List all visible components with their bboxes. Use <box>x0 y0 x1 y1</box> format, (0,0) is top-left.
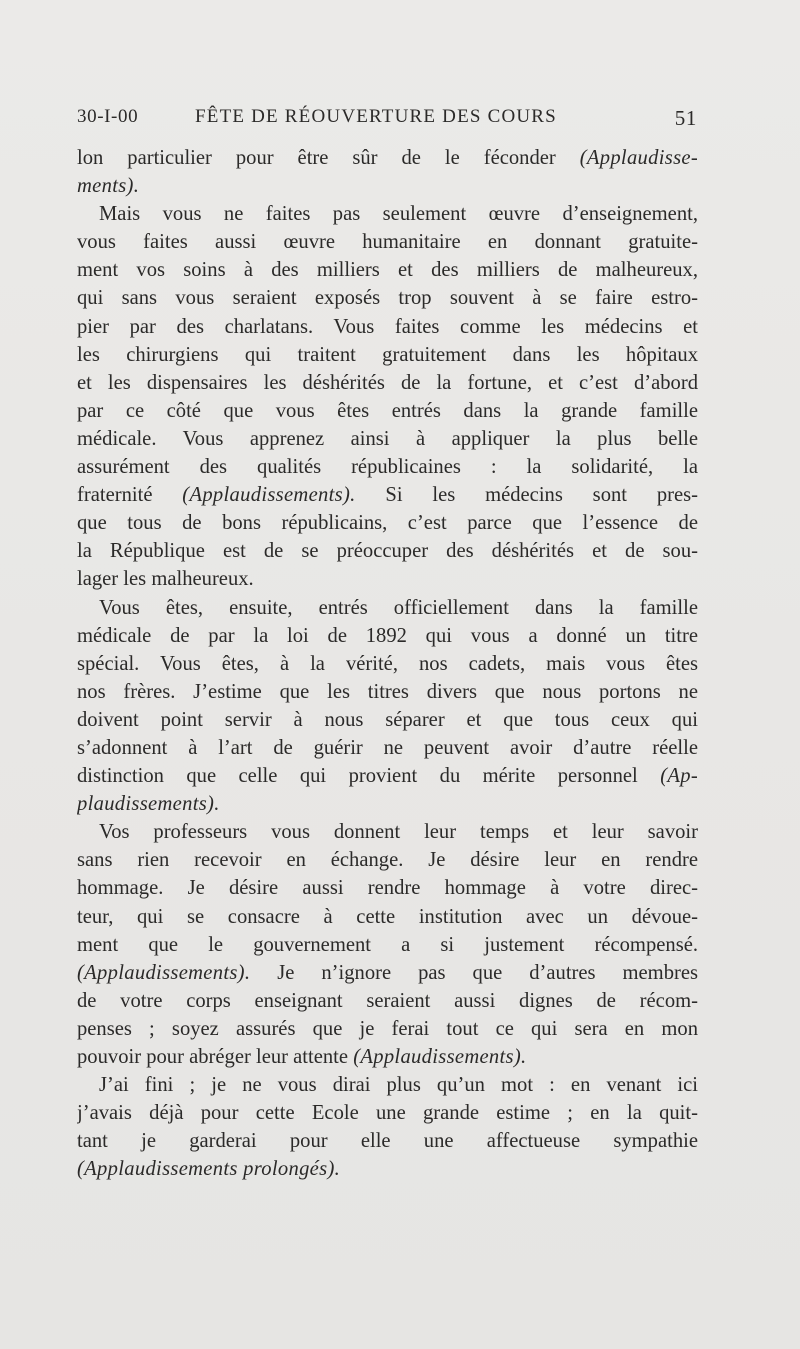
text-segment: pouvoir pour abréger leur attente <box>77 1046 354 1068</box>
text-line <box>77 1071 698 1099</box>
text-segment: qui sans vous seraient exposés trop souvent à se faire estro- <box>77 287 698 310</box>
text-segment: Vous êtes, ensuite, entrés officiellement dans la famille <box>99 596 698 619</box>
text-segment: les chirurgiens qui traitent gratuitement dans les hôpitaux <box>77 343 698 366</box>
text-line <box>77 256 698 284</box>
text-segment: lon particulier pour être sûr de le féconder <box>77 147 580 169</box>
text-line <box>77 1099 698 1127</box>
text-segment: teur, qui se consacre à cette institution avec un dévoue- <box>77 905 698 928</box>
text-line <box>77 425 698 453</box>
applause-note: plaudissements). <box>77 793 220 816</box>
text-line <box>77 846 698 874</box>
page-number: 51 <box>674 106 697 130</box>
running-head <box>77 106 697 136</box>
text-line <box>77 537 698 565</box>
text-segment: la République est de se préoccuper des déshérités et de sou- <box>77 540 698 563</box>
text-line <box>77 594 698 622</box>
text-segment: fraternité <box>77 484 183 507</box>
text-line <box>77 200 698 228</box>
applause-note: ments). <box>77 175 140 198</box>
text-line <box>77 1015 698 1043</box>
text-segment: J’ai fini ; je ne vous dirai plus qu’un mot : en venant ici <box>99 1074 698 1097</box>
text-segment: médicale de par la loi de 1892 qui vous a donné un titre <box>77 624 698 647</box>
text-line <box>77 341 698 369</box>
text-segment: et les dispensaires les déshérités de la fortune, et c’est d’abord <box>77 371 698 394</box>
running-head-title: FÊTE DE RÉOUVERTURE DES COURS <box>195 106 557 127</box>
text-line <box>77 734 698 762</box>
text-segment: distinction que celle qui provient du mérite personnel <box>77 765 661 788</box>
text-line <box>77 706 698 734</box>
text-line <box>77 987 698 1015</box>
text-line <box>77 369 698 397</box>
text-segment: s’adonnent à l’art de guérir ne peuvent avoir d’autre réelle <box>77 736 698 759</box>
text-line <box>77 678 698 706</box>
text-line <box>77 762 698 790</box>
text-line <box>77 509 698 537</box>
text-segment: sans rien recevoir en échange. Je désire leur en rendre <box>77 849 698 872</box>
text-line <box>77 818 698 846</box>
text-segment: vous faites aussi œuvre humanitaire en donnant gratuite- <box>77 231 698 254</box>
applause-note: (Applaudissements). <box>182 484 356 507</box>
text-segment: par ce côté que vous êtes entrés dans la grande famille <box>77 399 698 422</box>
text-line <box>77 1127 698 1155</box>
text-segment: pier par des charlatans. Vous faites comme les médecins et <box>77 315 698 338</box>
body-text <box>77 144 698 1183</box>
text-segment: de votre corps enseignant seraient aussi dignes de récom- <box>77 989 698 1012</box>
applause-note: (Ap- <box>660 765 698 788</box>
text-line <box>77 172 698 200</box>
text-segment: ment vos soins à des milliers et des milliers de malheureux, <box>77 259 698 282</box>
text-line <box>77 1155 698 1183</box>
text-line <box>77 622 698 650</box>
text-segment: hommage. Je désire aussi rendre hommage à votre direc- <box>77 877 698 900</box>
text-line <box>77 903 698 931</box>
text-line <box>77 874 698 902</box>
text-line <box>77 790 698 818</box>
text-segment: assurément des qualités républicaines : la solidarité, la <box>77 456 698 479</box>
text-line <box>77 228 698 256</box>
text-segment: j’avais déjà pour cette Ecole une grande estime ; en la quit- <box>77 1102 698 1125</box>
applause-note: (Applaudissements prolongés). <box>77 1158 341 1181</box>
applause-note: (Applaudissements). <box>77 961 251 984</box>
text-segment: Je n’ignore pas que d’autres membres <box>250 961 698 984</box>
text-segment: penses ; soyez assurés que je ferai tout ce qui sera en mon <box>77 1017 698 1040</box>
text-segment: Mais vous ne faites pas seulement œuvre d’enseignement, <box>99 203 698 226</box>
text-line <box>77 397 698 425</box>
text-segment: que tous de bons républicains, c’est parce que l’essence de <box>77 512 698 535</box>
text-line <box>77 1043 698 1071</box>
running-head-date: 30-I-00 <box>77 106 139 127</box>
text-segment: ment que le gouvernement a si justement récompensé. <box>77 933 698 956</box>
text-line <box>77 565 698 593</box>
text-segment: Vos professeurs vous donnent leur temps et leur savoir <box>99 821 698 844</box>
text-segment: spécial. Vous êtes, à la vérité, nos cadets, mais vous êtes <box>77 652 698 675</box>
text-line <box>77 313 698 341</box>
text-segment: doivent point servir à nous séparer et que tous ceux qui <box>77 708 698 731</box>
applause-note: (Applaudissements). <box>353 1046 527 1068</box>
text-segment: tant je garderai pour elle une affectueuse sympathie <box>77 1130 698 1153</box>
text-line <box>77 959 698 987</box>
text-line <box>77 931 698 959</box>
text-line <box>77 453 698 481</box>
text-line <box>77 481 698 509</box>
text-line <box>77 144 698 172</box>
text-segment: Si les médecins sont pres- <box>355 484 698 507</box>
text-segment: médicale. Vous apprenez ainsi à appliquer la plus belle <box>77 427 698 450</box>
text-segment: nos frères. J’estime que les titres divers que nous portons ne <box>77 680 698 703</box>
text-line <box>77 650 698 678</box>
text-line <box>77 284 698 312</box>
text-segment: lager les malheureux. <box>77 568 254 591</box>
applause-note: (Applaudisse- <box>579 147 698 169</box>
